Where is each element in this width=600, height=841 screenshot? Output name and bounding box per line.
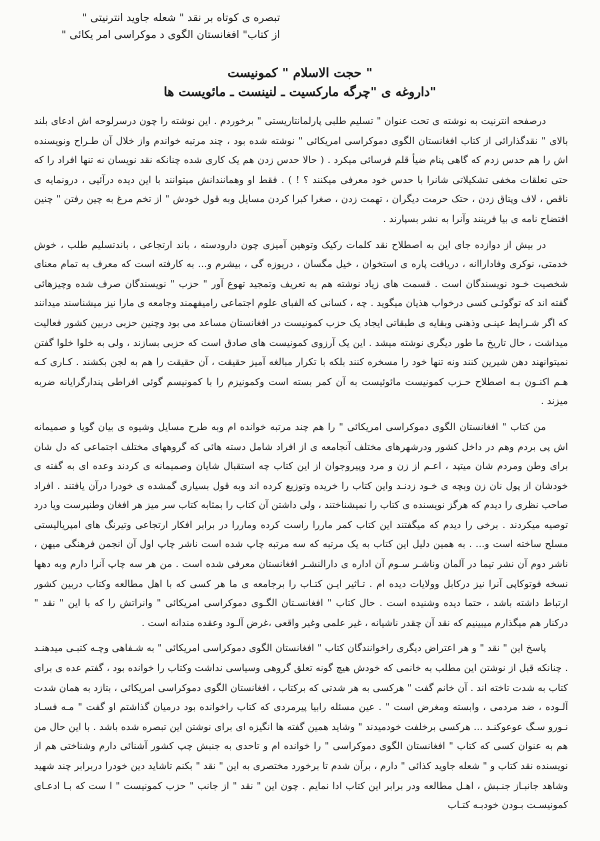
reference-line: از کتاب" افغانستان الگوی د موکراسی امر یکائی "	[61, 29, 280, 41]
paragraph: در بیش از دوازده جای این به اصطلاح نقد کلمات رکیک وتوهین آمیزی چون دارودسته ، باند ارتجاعی ، باندتسلیم طلب ، خوش خدمتی، نوکری وفاداراانه ، دریافت پاره ی استخوان ، خیل مگسان ، دریوزه گی ، بیشرم و... به کارفته است که معرف به تمام معنای شخصیت خـود نویسندگان است . قسمت های زیاد نوشته هم به تعریف وتمجید تهوع آور " حزب " نویسندگان صرف شده وچیزهائی گفته اند که توگوئـی کسی درخواب هذیان میگوید . چه ، کسانی که الفبای علوم اجتماعی رامیفهمند وجامعه ی مارا نیز میشناسند میدانند که اگر شـرایط عینـی وذهنی وبقایه ی طبقاتی ایجاد یک حزب کمونیست در افغانستان مساعد می بود وچنین حزبی دربین کشور فعالیت میداشت ، حال تاریخ ما طور دیگری نوشته میشد . این یک آرزوی کمونیست های صادق است که حزبی بسازند ، ولی به خلوا خلوا گفتن نمیتوانهند دهن شیرین کنند ونه تنها خود را مسخره کنند بلکه با تکرار مبالغه آمیز حقیقت ، آن حقیقت را هم به لجن بکشند . کـاری کـه هـم اکنـون بـه اصطلاح حـزب کمونیست مائوئیست به آن کمر بسته است وکمونیزم را با کمونیسم گوئی افراطی پندارگرایانه ضربه میزند .	[34, 239, 568, 408]
reference-note	[40, 10, 280, 44]
paragraph: درصفحه انترنیت به نوشته ی تحت عنوان " تسلیم طلبی پارلمانتاریستی " برخوردم . این نوشته را چون درسرلوحه اش ادعای بلند بالای " نقدگذارائی از کتاب افغانستان الگوی دموکراسی امریکائی " نوشته شده بود ، چند مرتبه خواندم واز خلال آن طـراح ونویسنده اش را هم حدس زدم که گاهی پنام ضیأ قلم فرسائی میکرد . ( حالا حدس زدن هم یک کاری شده چنانکه نقد نویسان نه تنها افراد را که حتی تعلقات مخفی تشکیلاتی شانرا با حدس خود معرفی میکنند ؟ ! ) . فقط او وهمانندانش میتوانند با این دیده درآئیی ، درونمایه ی ناقص ، لاف وپتاق زدن ، حتک حرمت دیگران ، تهمت زدن ، صغرا کبرا کردن مسایل وبه قول خودش " از تخم مرغ به چین رفتن " چنین افتضاح نامه ی بیا فرینند وآنرا به نشر بسپارند .	[34, 116, 568, 225]
title-block	[30, 64, 570, 101]
paragraph: پاسخ این " نقد " و هر اعتراض دیگری راخوانندگان کتاب " افغانستان الگوی دموکراسی امریکائی " به شـفاهی وچـه کتبـی میدهنـد . چنانکه قبل از نوشتن این مطلب به خانمی که خودش هیچ گونه تعلق گروهی وسیاسی نداشت وکتاب را خوانده بود ، گفتم عده ی برای کتاب به شدت تاخته اند . آن خانم گفت " هرکسی به هر شدتی که برکتاب ، افغانستان الگوی دموکراسی امریکائی ، بتازد به همان شدت آلـوده ، ضد مردمی ، وابسته ومغرض است " . عین مسئله رابیا پیرمردی که کتاب راخوانده بود درمیان گذاشتم او گفت " مـه فسـاد نـورو سـگ عوعوکنـد ... هرکسی برخلفت خودمیدند " وشاید همین گفته ها انگیزه ای برای نوشتن این تبصره شده باشد . با این حال من هم به عنوان کسی که کتاب " افغانستان الگوی دموکراسی " را خوانده ام و تاحدی به جنبش چپ کشور آشنائی دارم وشناختی هم از نویسنده نقد کتاب و " شعله جاوید کذائی " دارم ، برآن شدم تا برخورد مختصری به این " نقد " بکنم تاشاید دین خودرا دربرابر چند شهید وشاهد جانبـاز جنـبش ، اهـل مطالعه ودر برابر این کتاب ادا نمایم . چون این " نقد " از جانب " حزب کمونیست " ا ست که بـا ادعـای کمونیسـت بـودن خودبـه کتـاب	[34, 643, 568, 812]
paragraph: من کتاب " افغانستان الگوی دموکراسی امریکائی " را هم چند مرتبه خوانده ام وبه طرح مسایل وشیوه ی بیان گویا و صمیمانه اش پی بردم وهم در داخل کشور ودرشهرهای مختلف آنجامعه ی از افراد شامل دسته هائی که گروههای مختلف اجتماعی که دل شان برای وطن ومردم شان میتپد ، اعـم از زن و مرد وپیروجوان از این کتاب چه استقبال شایان وصمیمانه ی کردند وعده ای به گفته ی خودشان از پول نان زن وبچه ی خـود زدنـد واین کتاب را خریده وتوزیع کرده اند وبه قول بسیاری گمشده ی خودرا درآن یافتند . افراد صاحب نظری را دیدم که هرگز نویسنده ی کتاب را نمیشناختند ، ولی داشتن آن کتاب را بمثابه کتاب سر میز هر افغان وطنپرست ویا درد توصیه میکردند . برخی را دیدم که میگفتند این کتاب کمر ماررا راست کرده وماررا در برابر افکار ارتجاعی وتیرنگ های امپریالیستی مسلح ساخته است و... . به همین دلیل این کتاب به یک مرتبه که سه مرتبه چاپ شده است ناشر چاپ اول آن انجمن فرهنگی میهن ، ناشر دوم آن نشر تیما در آلمان وناشـر سـوم آن اداره ی دارالنشـر افغانستان معرفی شده است . من هر سه چاپ آنرا دارم وبه دهها نسخه فوتوکاپی آنرا نیز درکابل وولایات دیده ام . تـاثیر ایـن کتـاب را برجامعه ی ما هر کسی که با اهل مطالعه وکتاب دربین کشور ارتباط داشته باشد ، حتما دیده وشنیده است . حال کتاب " افغانسـتان الگـوی دموکراسی امریکائی " وانراتش را که با این " نقد " درکنار هم میگذارم میبینیم که نقد آن چقدر ناشیانه ، غیر علمی وغیر واقعی ،غرض آلـود وعقده مندانه است .	[34, 421, 568, 629]
page-title: حجت الاسلام " کمونیست "	[227, 65, 373, 80]
body-text	[34, 112, 568, 829]
page-subtitle: داروغه ی "چرگه مارکسیت ـ لنینست ـ مائویست ها"	[163, 84, 437, 99]
reference-line: تبصره ی کوتاه بر نقد " شعله جاوید انترنیتی "	[82, 12, 280, 24]
